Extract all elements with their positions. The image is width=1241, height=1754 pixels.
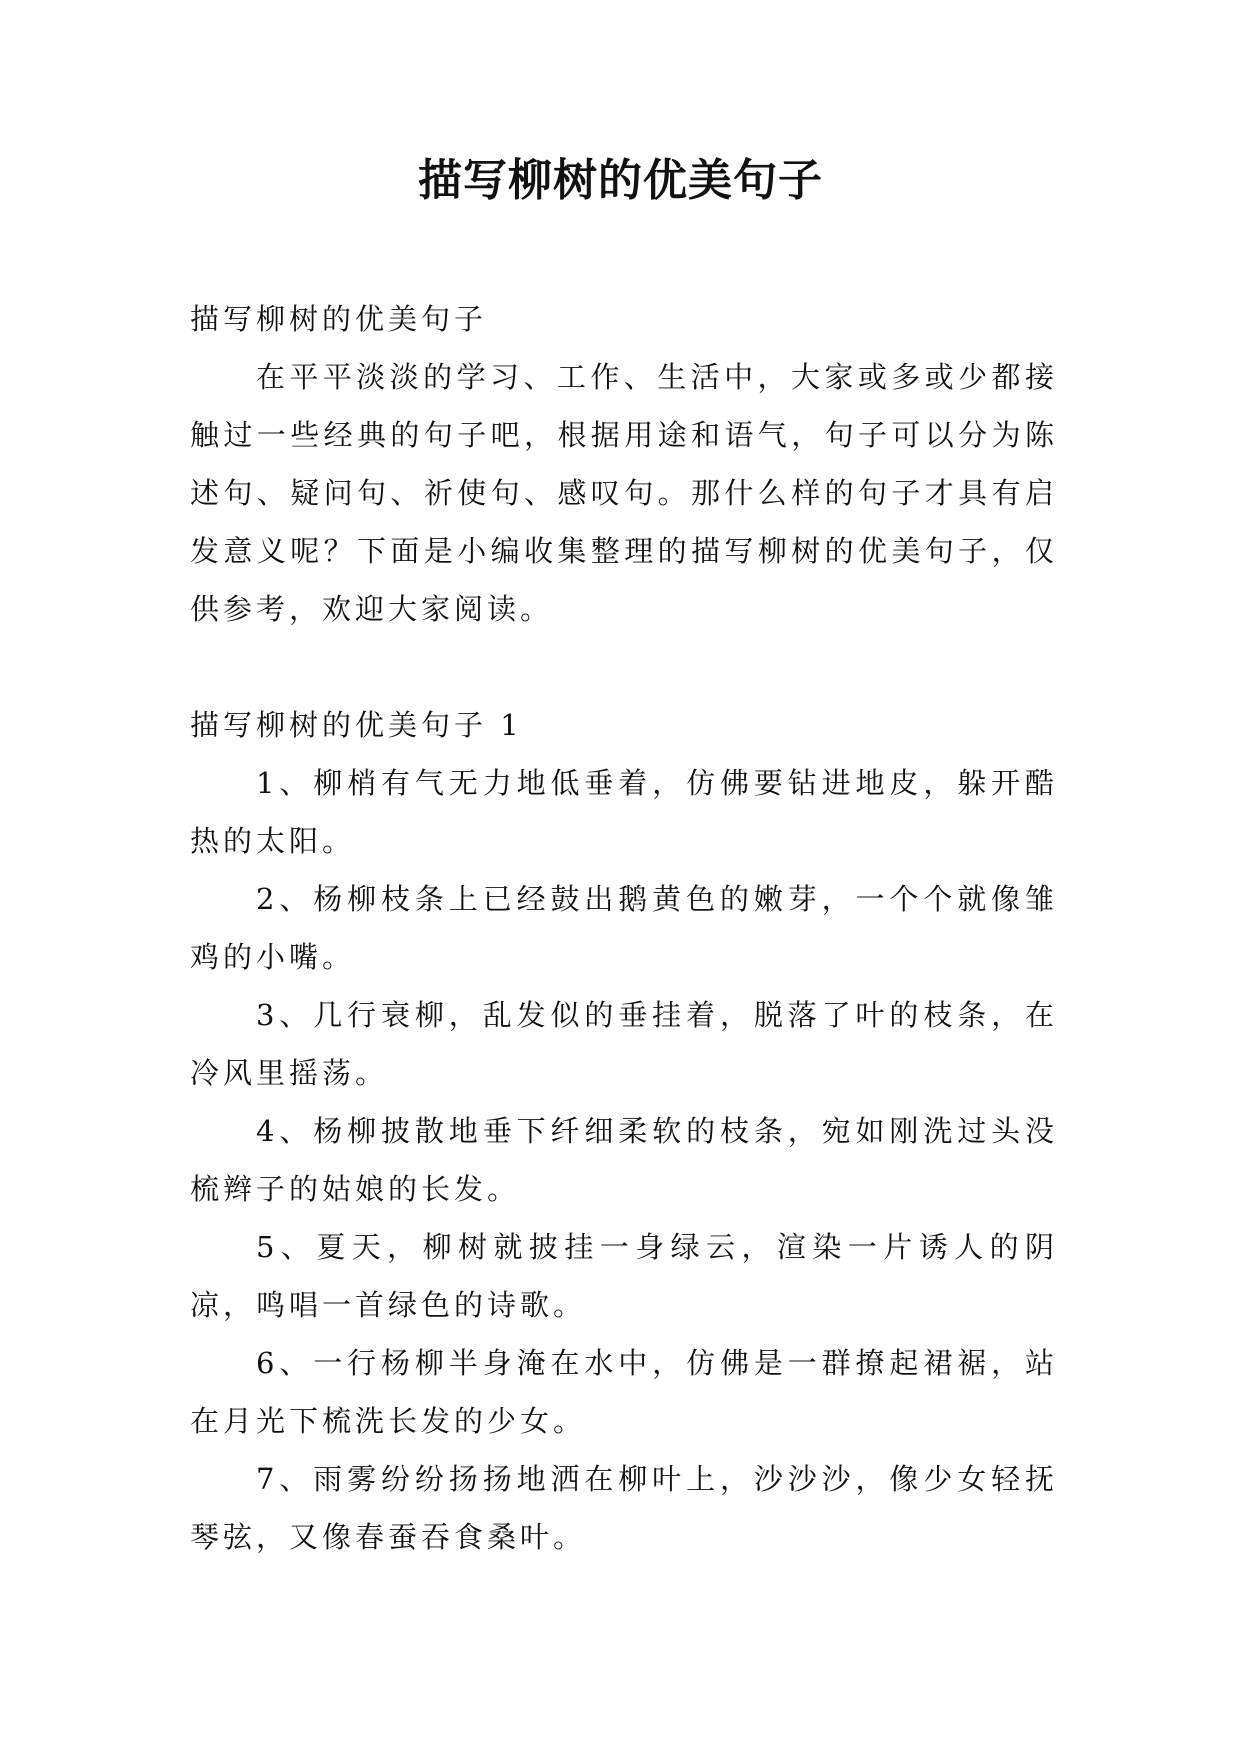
sentence-item: 4、杨柳披散地垂下纤细柔软的枝条，宛如刚洗过头没梳辫子的姑娘的长发。 — [190, 1114, 1058, 1206]
sentence-item: 5、夏天，柳树就披挂一身绿云，渲染一片诱人的阴凉，鸣唱一首绿色的诗歌。 — [190, 1230, 1058, 1322]
sentence-item: 6、一行杨柳半身淹在水中，仿佛是一群撩起裙裾，站在月光下梳洗长发的少女。 — [190, 1346, 1058, 1438]
sentence-item: 2、杨柳枝条上已经鼓出鹅黄色的嫩芽，一个个就像雏鸡的小嘴。 — [190, 882, 1058, 974]
document-body — [190, 290, 1058, 1566]
document-title: 描写柳树的优美句子 — [418, 155, 823, 206]
sentence-item: 3、几行衰柳，乱发似的垂挂着，脱落了叶的枝条，在冷风里摇荡。 — [190, 998, 1058, 1090]
section-heading: 描写柳树的优美句子 1 — [190, 708, 523, 742]
sentence-item: 1、柳梢有气无力地低垂着，仿佛要钻进地皮，躲开酷热的太阳。 — [190, 766, 1058, 858]
intro-paragraph: 在平平淡淡的学习、工作、生活中，大家或多或少都接触过一些经典的句子吧，根据用途和语气，句子可以分为陈述句、疑问句、祈使句、感叹句。那什么样的句子才具有启发意义呢？下面是小编收集整理的描写柳树的优美句子，仅供参考，欢迎大家阅读。 — [190, 360, 1058, 626]
sentence-item: 7、雨雾纷纷扬扬地洒在柳叶上，沙沙沙，像少女轻抚琴弦，又像春蚕吞食桑叶。 — [190, 1462, 1058, 1554]
document-subtitle: 描写柳树的优美句子 — [190, 302, 488, 336]
